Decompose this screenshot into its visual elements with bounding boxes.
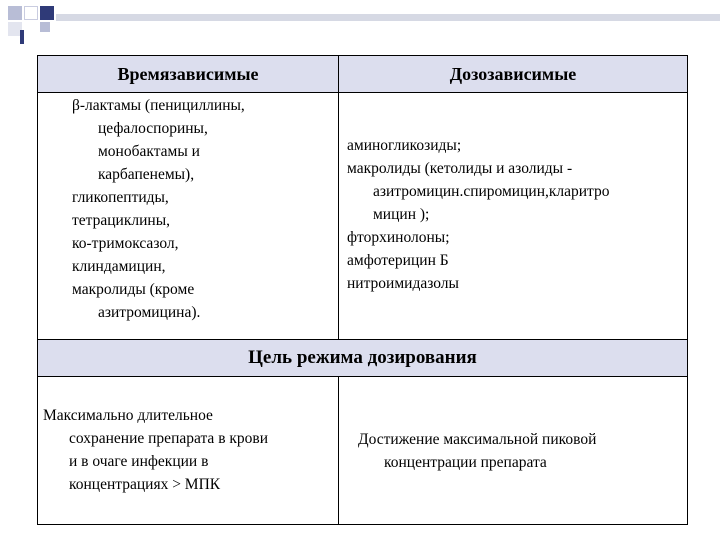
goal-time-dependent <box>43 404 268 496</box>
text-line: фторхинолоны; <box>347 229 450 246</box>
header-time-dependent: Времязависимые <box>117 64 259 84</box>
dose-dependent-list <box>347 134 610 295</box>
deco-side-bar <box>20 30 24 44</box>
text-line: цефалоспорины, <box>98 120 208 137</box>
text-line: гликопептиды, <box>72 189 169 206</box>
comparison-table <box>37 55 688 525</box>
text-line: макролиды (кроме <box>72 281 195 298</box>
text-line: азитромицин.спиромицин,кларитро <box>373 183 610 200</box>
text-line: β-лактамы (пенициллины, <box>72 97 245 114</box>
table-header-row <box>38 56 687 93</box>
text-line: монобактамы и <box>98 143 200 160</box>
text-line: нитроимидазолы <box>347 275 459 292</box>
text-line: аминогликозиды; <box>347 137 462 154</box>
column-divider <box>338 56 339 339</box>
text-line: макролиды (кетолиды и азолиды - <box>347 160 573 177</box>
column-divider <box>338 376 339 525</box>
text-line: Максимально длительное <box>43 407 213 424</box>
text-line: клиндамицин, <box>72 258 166 275</box>
deco-square <box>24 6 38 20</box>
deco-square <box>40 22 50 32</box>
text-line: тетрациклины, <box>72 212 170 229</box>
deco-square <box>8 6 22 20</box>
header-dose-dependent: Дозозависимые <box>449 64 577 84</box>
goal-title: Цель режима дозирования <box>248 347 477 368</box>
text-line: азитромицина). <box>98 304 201 321</box>
text-line: концентрациях > МПК <box>69 476 221 493</box>
text-line: Достижение максимальной пиковой <box>358 431 597 448</box>
text-line: ко-тримоксазол, <box>72 235 179 252</box>
text-line: карбапенемы), <box>98 166 195 183</box>
goal-dose-dependent <box>358 428 596 474</box>
text-line: и в очаге инфекции в <box>69 453 209 470</box>
text-line: сохранение препарата в крови <box>69 430 269 447</box>
text-line: мицин ); <box>373 206 430 223</box>
goal-title-row <box>38 339 687 377</box>
deco-top-bar <box>56 14 720 21</box>
deco-square <box>40 6 54 20</box>
text-line: амфотерицин Б <box>347 252 449 269</box>
text-line: концентрации препарата <box>384 454 547 471</box>
time-dependent-list <box>72 94 245 324</box>
